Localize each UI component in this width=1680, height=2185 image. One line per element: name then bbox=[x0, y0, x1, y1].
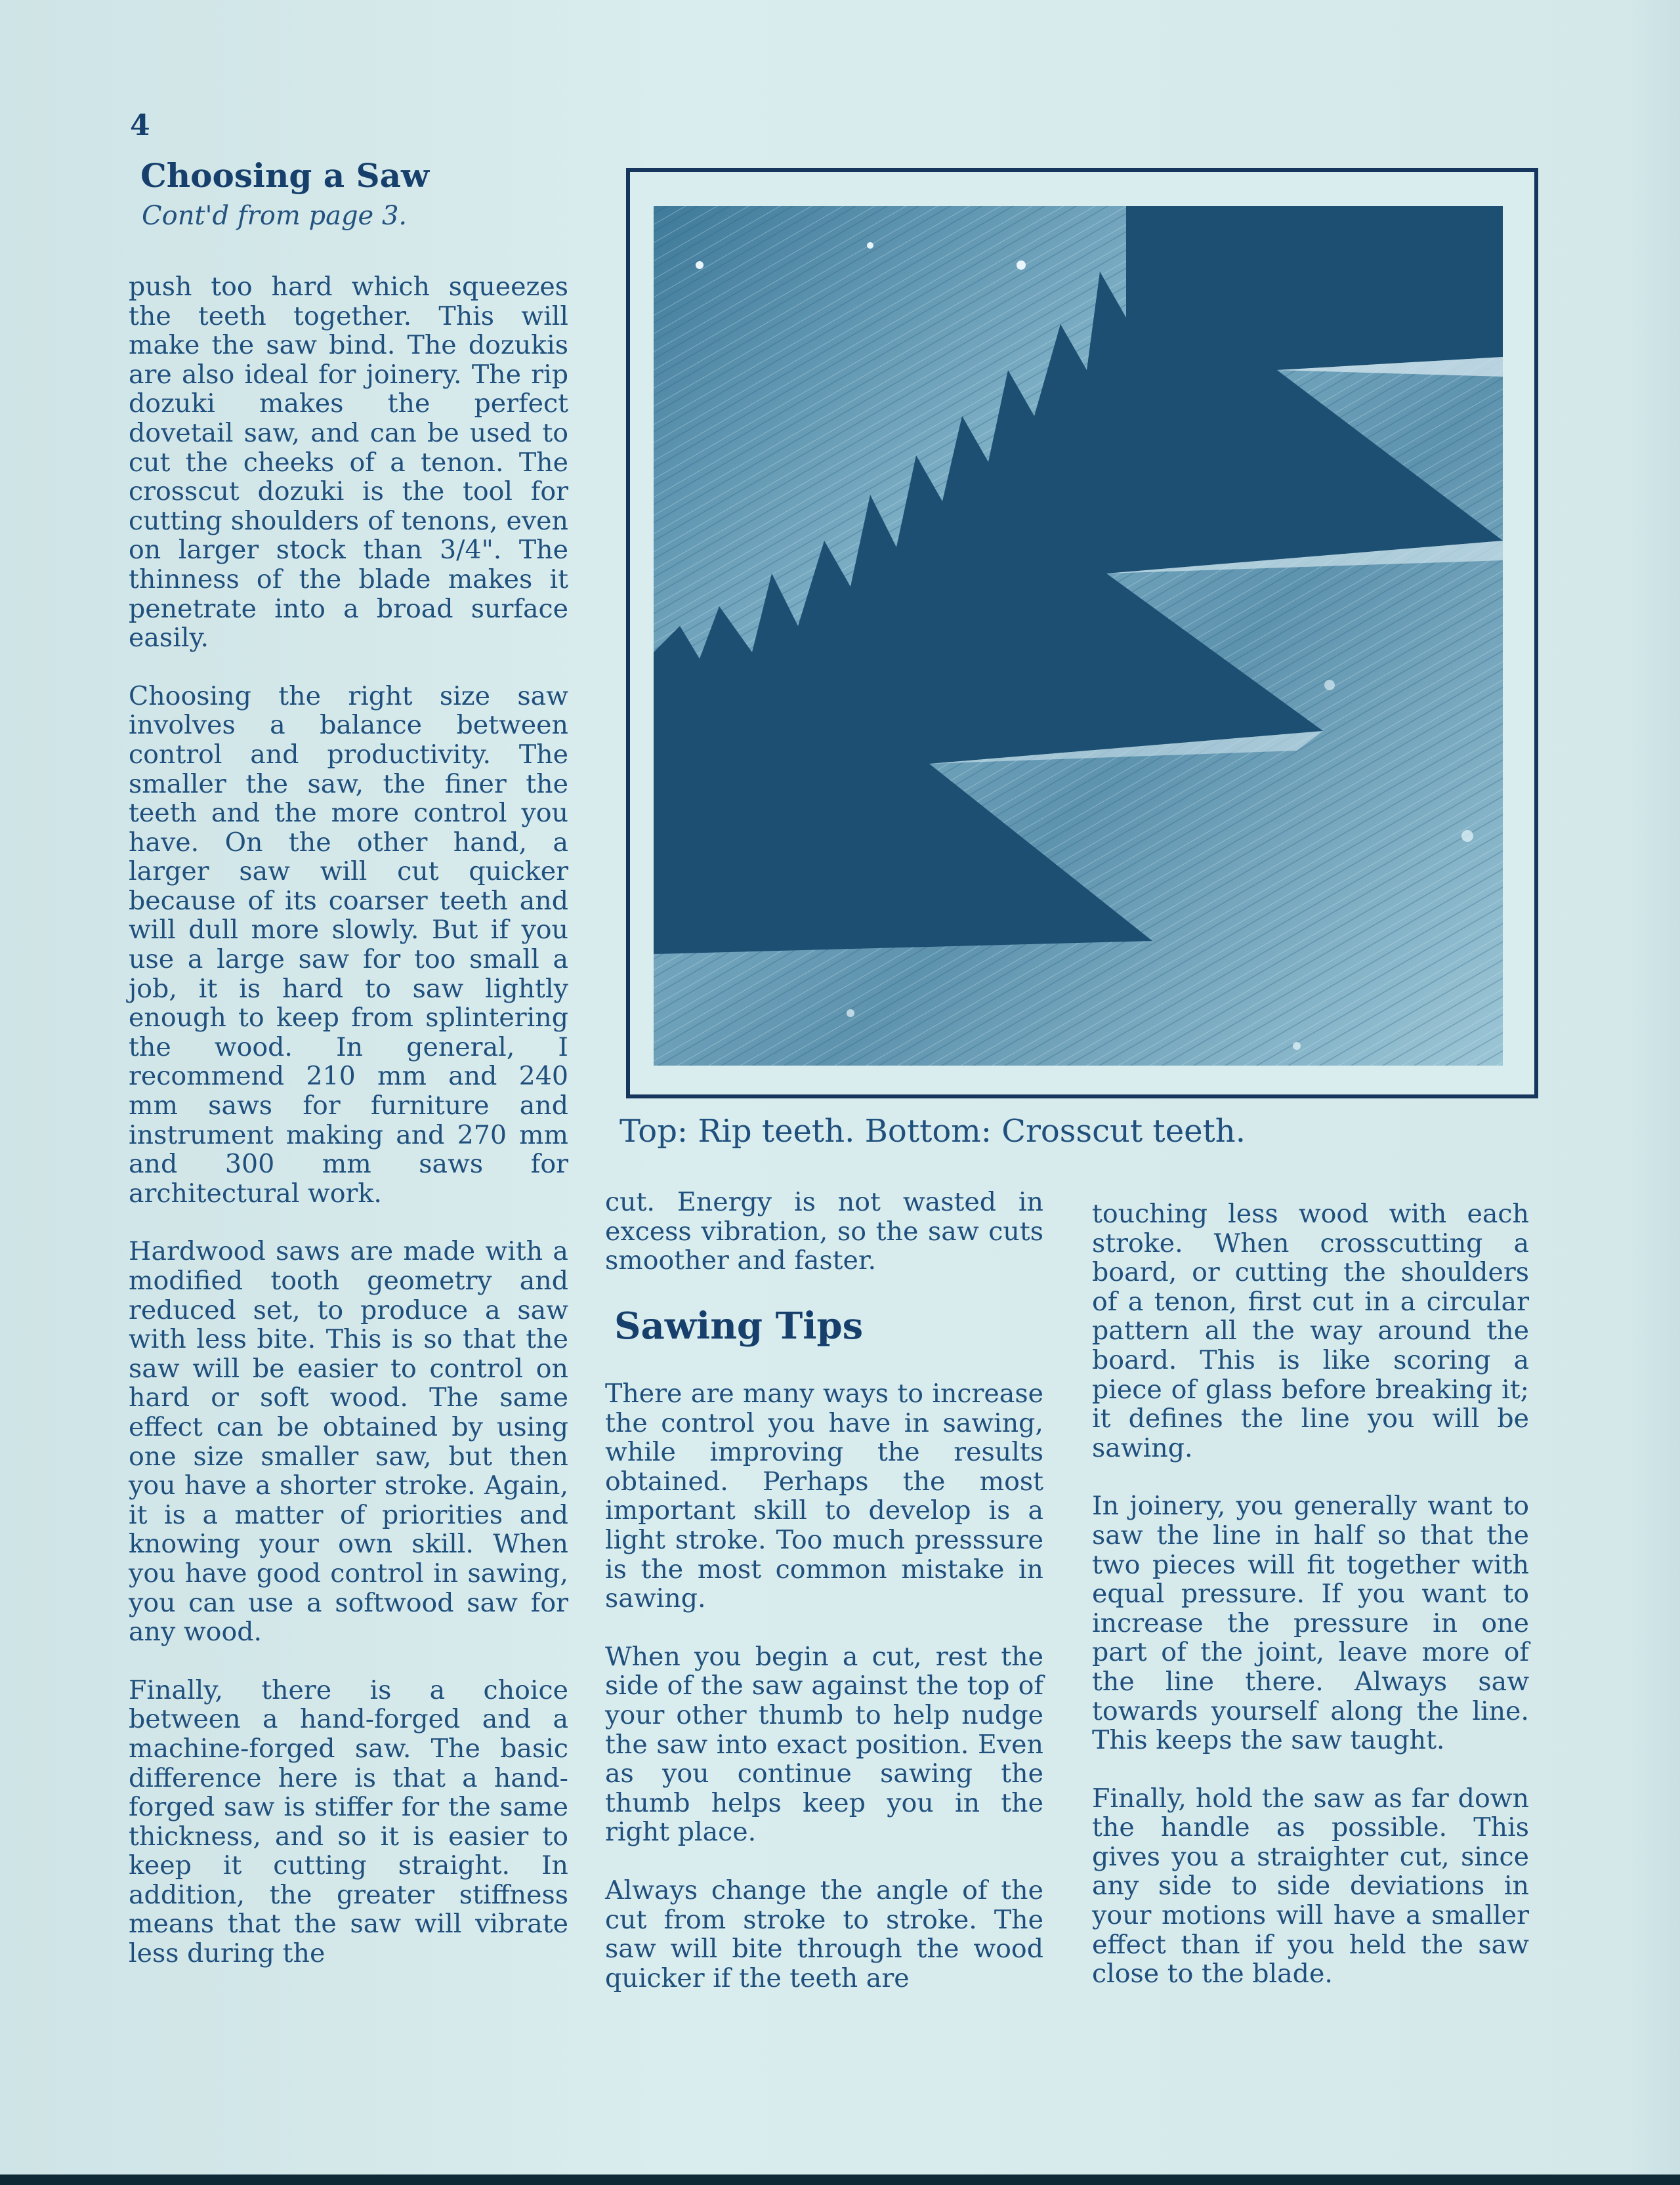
paragraph: There are many ways to increase the control you have in sawing, while improving the results obtained. Perhaps the most important skill to develop is a light stroke. Too much presssure is the most common mistake in sawing. bbox=[605, 1379, 1043, 1614]
right-column bbox=[1092, 1199, 1529, 1989]
middle-column bbox=[605, 1379, 1043, 1993]
continued-note: Cont'd from page 3. bbox=[142, 201, 408, 231]
paragraph: push too hard which squeezes the teeth together. This will make the saw bind. The dozukis are also ideal for joinery. The rip dozuki makes the perfect dovetail saw, and can be used to cut the cheeks of a tenon. The crosscut dozuki is the tool for cutting shoulders of tenons, even on larger stock than 3/4". The thinness of the blade makes it penetrate into a broad surface easily. bbox=[129, 272, 568, 654]
section-title-sawing-tips: Sawing Tips bbox=[614, 1304, 864, 1348]
figure-frame bbox=[626, 168, 1538, 1098]
figure-caption: Top: Rip teeth. Bottom: Crosscut teeth. bbox=[620, 1113, 1246, 1150]
paragraph: Always change the angle of the cut from stroke to stroke. The saw will bite through the wood quicker if the teeth are bbox=[605, 1875, 1043, 1993]
paragraph: cut. Energy is not wasted in excess vibration, so the saw cuts smoother and faster. bbox=[605, 1187, 1043, 1276]
page-shadow bbox=[1628, 0, 1680, 2175]
paragraph: touching less wood with each stroke. When crosscutting a board, or cutting the shoulders of a tenon, first cut in a circular pattern all the way around the board. This is like scoring a piece of glass before breaking it; it defines the line you will be sawing. bbox=[1092, 1199, 1529, 1463]
page-number: 4 bbox=[130, 109, 150, 142]
paragraph: Finally, hold the saw as far down the handle as possible. This gives you a straighter cut, since any side to side deviations in your motions will have a smaller effect than if you held the saw close to the blade. bbox=[1092, 1783, 1529, 1989]
section-title-choosing-a-saw: Choosing a Saw bbox=[140, 156, 430, 195]
middle-column-continuation bbox=[605, 1188, 1043, 1276]
paragraph: Finally, there is a choice between a hand-forged and a machine-forged saw. The basic difference here is that a hand-forged saw is stiffer for the same thickness, and so it is easier to keep it cutting straight. In addition, the greater stiffness means that the saw will vibrate less during the bbox=[129, 1675, 568, 1969]
paragraph: Choosing the right size saw involves a balance between control and productivity. The smaller the saw, the finer the teeth and the more control you have. On the other hand, a larger saw will cut quicker because of its coarser teeth and will dull more slowly. But if you use a large saw for too small a job, it is hard to saw lightly enough to keep from splintering the wood. In general, I recommend 210 mm and 240 mm saws for furniture and instrument making and 270 mm and 300 mm saws for architectural work. bbox=[129, 680, 568, 1209]
left-column bbox=[129, 272, 568, 1968]
paragraph: Hardwood saws are made with a modified tooth geometry and reduced set, to produce a saw with less bite. This is so that the saw will be easier to control on hard or soft wood. The same effect can be obtained by using one size smaller saw, but then you have a shorter stroke. Again, it is a matter of priorities and knowing your own skill. When you have good control in sawing, you can use a softwood saw for any wood. bbox=[129, 1236, 568, 1648]
paragraph: When you begin a cut, rest the side of the saw against the top of your other thumb to help nudge the saw into exact position. Even as you continue sawing the thumb helps keep you in the right place. bbox=[605, 1641, 1043, 1848]
saw-teeth-photo bbox=[654, 206, 1503, 1066]
paragraph: In joinery, you generally want to saw the line in half so that the two pieces will fit together with equal pressure. If you want to increase the pressure in one part of the joint, leave more of the line there. Always saw towards yourself along the line. This keeps the saw taught. bbox=[1092, 1491, 1529, 1756]
scan-edge bbox=[0, 2175, 1680, 2185]
